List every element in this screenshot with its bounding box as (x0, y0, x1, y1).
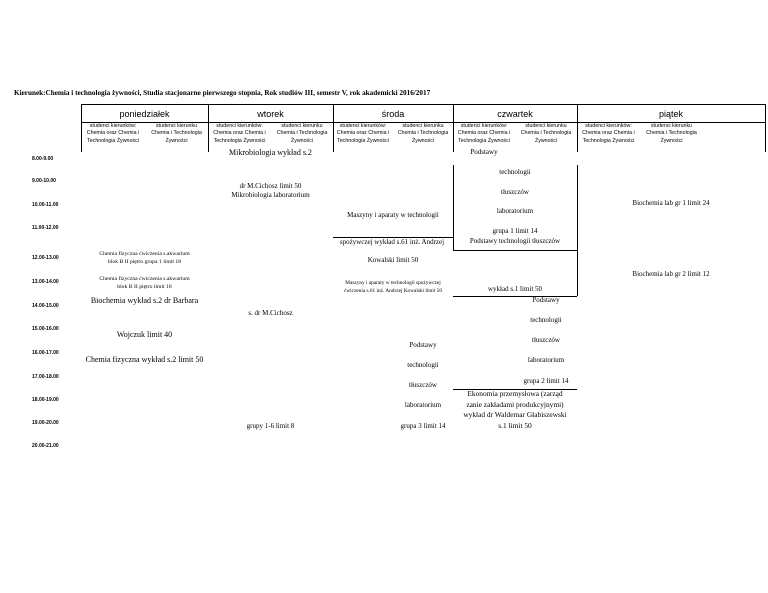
day-header-thursday: czwartek (497, 109, 533, 119)
event-tluszcze-lab-laboratorium: laboratorium (527, 356, 565, 364)
event-tluszcze-lab-technologii: technologii (499, 168, 531, 176)
event-mikrobiologia-lab-groups: grupy 1-6 limit 8 (246, 422, 295, 430)
day-header-tuesday: wtorek (257, 109, 284, 119)
event-mikrobiologia-details: dr M.Cichosz limit 50 Mikrobiologia laboratorium (231, 182, 310, 199)
event-chemia-fizyczna-wyklad: Chemia fizyczna wykład s.2 limit 50 (85, 355, 204, 364)
event-maszyny-wyklad-details: spożywczej wykład s.61 inż. Andrzej (339, 238, 445, 246)
event-biochemia-lab-group-2: Biochemia lab gr 2 limit 12 (632, 270, 710, 278)
event-maszyny-wyklad-limit: Kowalski limit 50 (367, 256, 419, 264)
event-tluszcze-lab-group: grupa 3 limit 14 (400, 422, 446, 430)
subheader-group-b: studenci kierunku Chemia i Technologia Żywności (276, 123, 328, 144)
time-slot: 8.00-9.00 (32, 156, 54, 162)
event-chemia-fizyczna-cwiczenia: Chemia fizyczna ćwiczenia s.akwarium blok B II piętro grupa 1 limit 18 (99, 251, 190, 265)
event-line (453, 250, 577, 251)
event-mikrobiologia-lab-room: s. dr M.Cichosz (248, 309, 293, 317)
subheader-group-b: studenci kierunku Chemia i Technologia Żywności (151, 123, 202, 144)
time-slot: 15.00-16.00 (32, 326, 59, 332)
event-biochemia-wyklad-limit: Wojczuk limit 40 (116, 330, 173, 339)
time-slot: 12.00-13.00 (32, 255, 59, 261)
event-chemia-fizyczna-cwiczenia: Chemia fizyczna ćwiczenia s.akwarium blok B II piętro limit 18 (99, 276, 190, 290)
event-tluszcze-wyklad-details: wykład s.1 limit 50 (487, 285, 543, 293)
subheader-group-a: studenci kierunków: Chemia oraz Chemia i Technologia Żywności (86, 123, 140, 144)
subheader-group-b: studenci kierunku Chemia i Technologia Żywności (520, 123, 572, 144)
time-slot: 16.00-17.00 (32, 350, 59, 356)
event-tluszcze-lab-group: grupa 1 limit 14 (492, 227, 538, 235)
header-top-line (81, 104, 765, 105)
time-slot: 20.00-21.00 (32, 443, 59, 449)
event-tluszcze-lab-tluszczow: tłuszczów (409, 381, 437, 389)
subheader-group-a: studenci kierunków: Chemia oraz Chemia i Technologia Żywności (457, 123, 511, 144)
event-tluszcze-lab-podstawy: Podstawy (532, 296, 560, 304)
day-header-monday: poniedziałek (119, 109, 170, 119)
time-slot: 9.00-10.00 (32, 178, 56, 184)
time-slot: 13.00-14.00 (32, 279, 59, 285)
event-tluszcze-lab-tluszczow: tłuszczów (532, 336, 560, 344)
event-biochemia-wyklad: Biochemia wykład s.2 dr Barbara (90, 296, 199, 305)
event-mikrobiologia-wyklad: Mikrobiologia wykład s.2 (229, 148, 312, 157)
event-tluszcze-wyklad: Podstawy technologii tłuszczów (469, 237, 561, 245)
event-tluszcze-lab-podstawy: Podstawy (409, 341, 437, 349)
event-maszyny-wyklad: Maszyny i aparaty w technologii (347, 211, 439, 219)
subheader-group-a: studenci kierunków: Chemia oraz Chemia i Technologia Żywności (213, 123, 266, 144)
time-slot: 11.00-12.00 (32, 225, 59, 231)
day-header-friday: piątek (658, 109, 684, 119)
subheader-group-a: studenci kierunków: Chemia oraz Chemia i Technologia Żywności (336, 123, 390, 144)
time-slot: 18.00-19.00 (32, 397, 59, 403)
event-ekonomia-wyklad: Ekonomia przemysłowa (zarząd zanie zakładami produkcyjnymi) wykład dr Waldemar Głabiszewski s.1 limit 50 (463, 389, 567, 430)
subheader-group-b: studenci kierunku Chemia i Technologia Żywności (397, 123, 449, 144)
time-slot: 17.00-18.00 (32, 374, 59, 380)
time-slot: 10.00-11.00 (32, 202, 59, 208)
schedule-title: Kierunek:Chemia i technologia żywności, Studia stacjonarne pierwszego stopnia, Rok studiów III, semestr V, rok akademicki 2016/2017 (14, 89, 431, 97)
time-slot: 14.00-15.00 (32, 303, 59, 309)
subheader-group-b: studenci kierunku Chemia i Technologia Żywności (646, 123, 697, 144)
event-tluszcze-lab-laboratorium: laboratorium (404, 401, 442, 409)
event-tluszcze-lab-tluszczow: tłuszczów (501, 188, 529, 196)
event-tluszcze-lab-podstawy: Podstawy (470, 148, 498, 156)
event-tluszcze-lab-technologii: technologii (407, 361, 439, 369)
event-maszyny-cwiczenia: Maszyny i aparaty w technologii spożywczej ćwiczenia s.61 inż. Andrzej Kowalski limit 50 (344, 280, 442, 294)
event-tluszcze-lab-laboratorium: laboratorium (496, 207, 534, 215)
subheader-group-a: studenci kierunków: Chemia oraz Chemia i Technologia Żywności (582, 123, 635, 144)
day-header-wednesday: środa (381, 109, 405, 119)
event-tluszcze-lab-group: grupa 2 limit 14 (523, 377, 569, 385)
time-slot: 19.00-20.00 (32, 420, 59, 426)
column-line (765, 104, 766, 152)
event-tluszcze-lab-technologii: technologii (530, 316, 562, 324)
event-biochemia-lab-group-1: Biochemia lab gr 1 limit 24 (632, 199, 710, 207)
